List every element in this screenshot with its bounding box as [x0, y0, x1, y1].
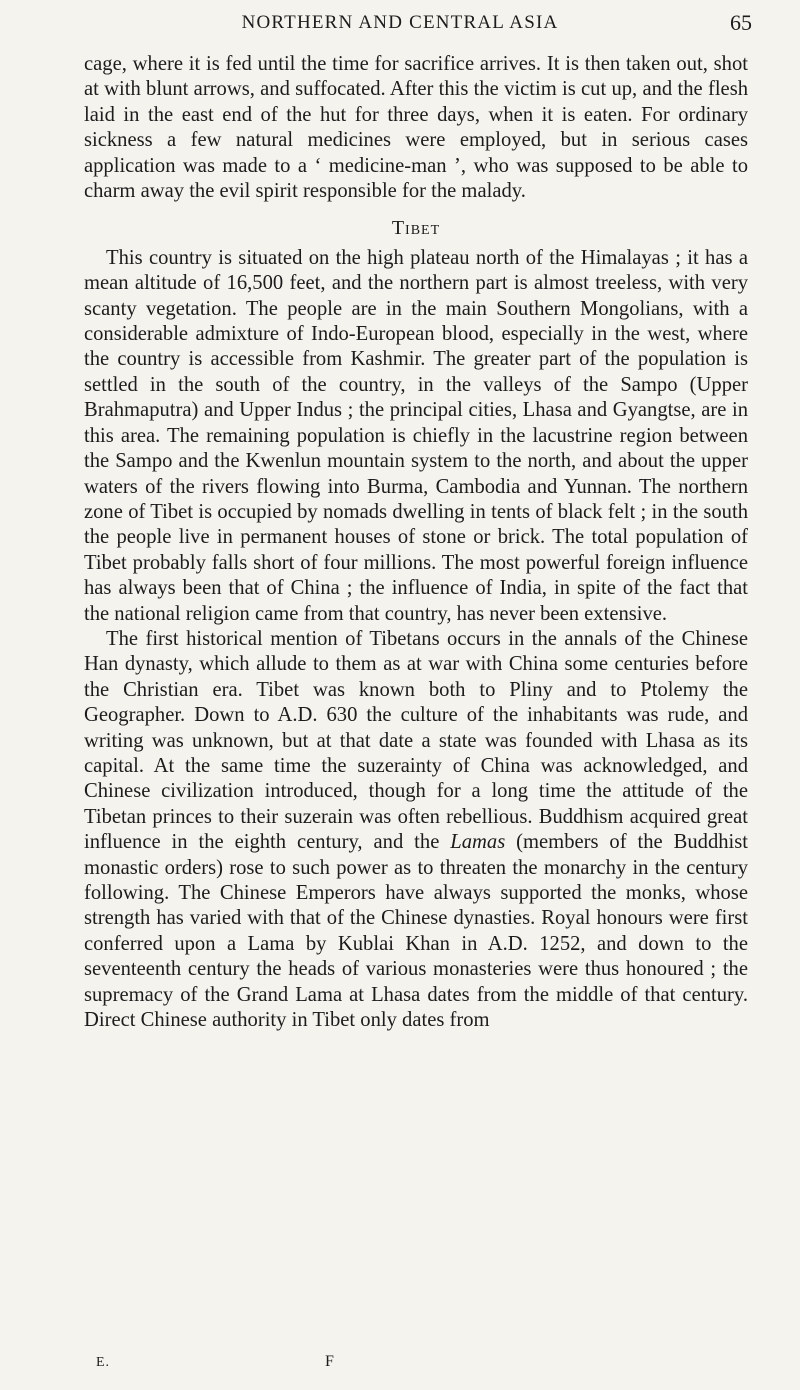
body-text: [84, 52, 748, 1033]
page-footer: [0, 1355, 800, 1379]
signature-mark-left: E.: [96, 1355, 111, 1370]
lamas-italic: Lamas: [450, 831, 506, 854]
paragraph-continued: cage, where it is fed until the time for sacrifice arrives. It is then taken out, shot at with blunt arrows, and suffocated. After this the victim is cut up, and the flesh laid in the east end of the hut for three days, when it is eaten. For ordinary sickness a few natural medicines were employed, but in serious cases application was made to a ‘ medicine-man ’, who was supposed to be able to charm away the evil spirit responsible for the malady.: [84, 53, 748, 203]
section-heading-tibet: Tibet: [391, 217, 441, 240]
running-head: [0, 6, 800, 36]
running-title: NORTHERN AND CENTRAL ASIA: [241, 12, 559, 33]
signature-mark-center: F: [325, 1353, 334, 1370]
history-text-part-1: The first historical mention of Tibetans occurs in the annals of the Chinese Han dynasty, which allude to them as at war with China some centuries before the Christian era. Tibet was known both to Pliny and to Ptolemy the Geographer. Down to A.D. 630 the culture of the inhabitants was rude, and writing was unknown, but at that date a state was founded with Lhasa as its capital. At the same time the suzerainty of China was acknowledged, and Chinese civilization introduced, though for a long time the attitude of the Tibetan princes to their suzerain was often rebellious. Buddhism acquired great influence in the eighth century, and the: [84, 627, 748, 854]
paragraph-geography: This country is situated on the high plateau north of the Himalayas ; it has a mean altitude of 16,500 feet, and the northern part is almost treeless, with very scanty vegetation. The people are in the main Southern Mongolians, with a considerable admixture of Indo-European blood, especially in the west, where the country is accessible from Kashmir. The greater part of the population is settled in the south of the country, in the valleys of the Sampo (Upper Brahmaputra) and Upper Indus ; the principal cities, Lhasa and Gyangtse, are in this area. The remaining population is chiefly in the lacustrine region between the Sampo and the Kwenlun mountain system to the north, and about the upper waters of the rivers flowing into Burma, Cambodia and Yunnan. The northern zone of Tibet is occupied by nomads dwelling in tents of black felt ; in the south the people live in permanent houses of stone or brick. The total population of Tibet probably falls short of four millions. The most powerful foreign influence has always been that of China ; the influence of India, in spite of the fact that the national religion came from that country, has never been extensive.: [84, 246, 748, 625]
history-text-part-2: (members of the Buddhist monastic orders) rose to such power as to threaten the monarchy in the century following. The Chinese Emperors have always supported the monks, whose strength has varied with that of the Chinese dynasties. Royal honours were first conferred upon a Lama by Kublai Khan in A.D. 1252, and down to the seventeenth century the heads of various monasteries were thus honoured ; the supremacy of the Grand Lama at Lhasa dates from the middle of that century. Direct Chinese authority in Tibet only dates from: [84, 831, 748, 1032]
page-number: 65: [730, 10, 752, 35]
paragraph-history: [84, 627, 748, 1034]
